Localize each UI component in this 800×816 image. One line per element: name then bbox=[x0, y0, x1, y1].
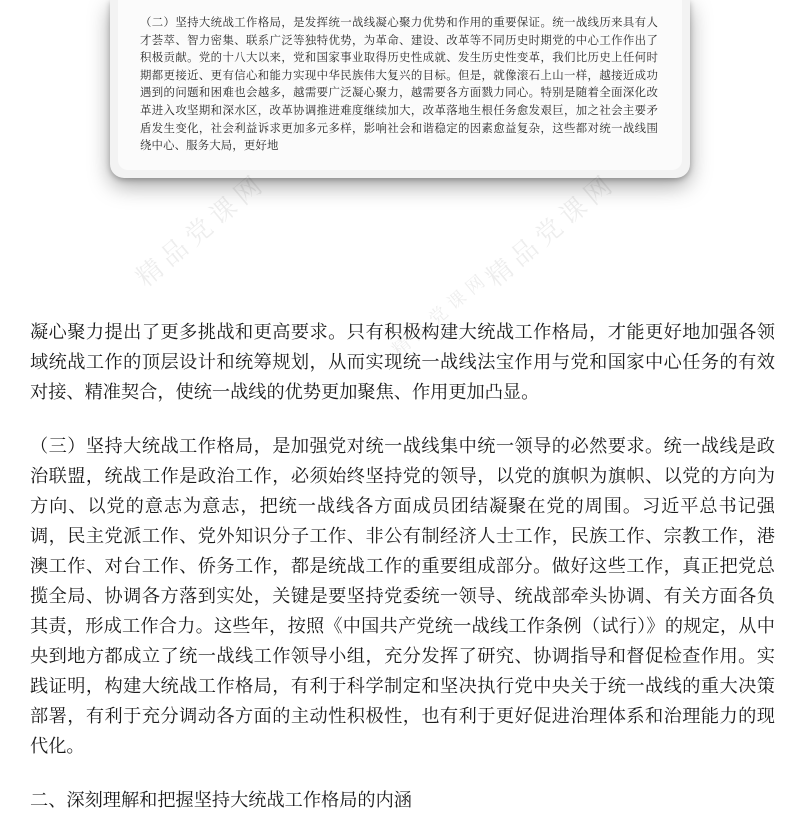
watermark: 精品党课网 bbox=[388, 267, 494, 361]
article-body bbox=[30, 318, 775, 816]
watermark: 精品党课网 bbox=[480, 167, 623, 294]
section-heading: 二、深刻理解和把握坚持大统战工作格局的内涵 bbox=[30, 790, 412, 811]
paragraph: 凝心聚力提出了更多挑战和更高要求。只有积极构建大统战工作格局，才能更好地加强各领域统战工作的顶层设计和统筹规划，从而实现统一战线法宝作用与党和国家中心任务的有效对接、精准契合，使统一战线的优势更加聚焦、作用更加凸显。 bbox=[30, 322, 775, 403]
paragraph: （三）坚持大统战工作格局，是加强党对统一战线集中统一领导的必然要求。统一战线是政治联盟，统战工作是政治工作，必须始终坚持党的领导，以党的旗帜为旗帜、以党的方向为方向、以党的意志为意志，把统一战线各方面成员团结凝聚在党的周围。习近平总书记强调，民主党派工作、党外知识分子工作、非公有制经济人士工作，民族工作、宗教工作，港澳工作、对台工作、侨务工作，都是统战工作的重要组成部分。做好这些工作，真正把党总揽全局、协调各方落到实处，关键是要坚持党委统一领导、统战部牵头协调、有关方面各负其责，形成工作合力。这些年，按照《中国共产党统一战线工作条例（试行）》的规定，从中央到地方都成立了统一战线工作领导小组，充分发挥了研究、协调指导和督促检查作用。实践证明，构建大统战工作格局，有利于科学制定和坚决执行党中央关于统一战线的重大决策部署，有利于充分调动各方面的主动性积极性，也有利于更好促进治理体系和治理能力的现代化。 bbox=[30, 436, 775, 757]
watermark: 精品党课网 bbox=[130, 167, 273, 294]
scanned-page-text: （二）坚持大统战工作格局，是发挥统一战线凝心聚力优势和作用的重要保证。统一战线历来具有人才荟萃、智力密集、联系广泛等独特优势，为革命、建设、改革等不同历史时期党的中心工作作出了积极贡献。党的十八大以来，党和国家事业取得历史性成就、发生历史性变革，我们比历史上任何时期都更接近、更有信心和能力实现中华民族伟大复兴的目标。但是，就像滚石上山一样，越接近成功遇到的问题和困难也会越多，越需要广泛凝心聚力，越需要各方面戮力同心。特别是随着全面深化改革进入攻坚期和深水区，改革协调推进难度继续加大，改革落地生根任务愈发艰巨，加之社会主要矛盾发生变化，社会利益诉求更加多元多样，影响社会和谐稳定的因素愈益复杂，这些都对统一战线围绕中心、服务大局，更好地 bbox=[140, 15, 658, 153]
scanned-page-excerpt bbox=[118, 0, 682, 170]
